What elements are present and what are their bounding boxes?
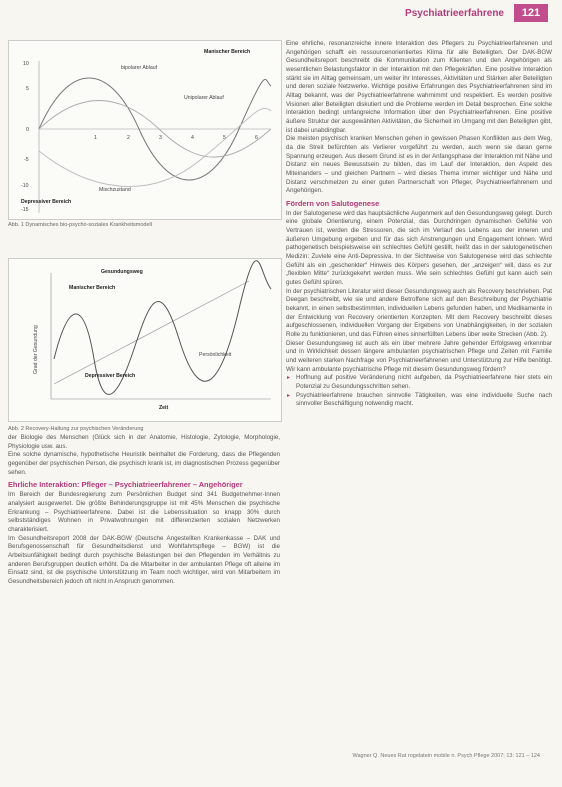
figure-2-caption: Abb. 2 Recovery-Haltung zur psychischen Veränderung [8,426,144,432]
y-tick: -10 [21,183,29,189]
x-tick: 3 [159,135,162,141]
paragraph: der Biologie des Menschen (Glück sich in der Anatomie, Histologie, Zytologie, Morphologie, Physiologie usw. aus. [8,434,280,450]
page-header [0,0,562,30]
page-footer: Wagner Q. Neues Rat rogelatein mobile n. Psych Pflege 2007; 13: 121 – 124 [352,753,540,759]
paragraph: Im Bereich der Bundesregierung zum Persönlichen Budget sind 341 Budgetnehmer-Innen analysiert ausgewertet. Die größte Behinderungsgruppe ist mit 45% Menschen die psychische Erkrankung – Psychiatrieerfahrene. Dabei ist die Lebenssituation so knapp 30% durch selbstständiges Wohnen in Privatwohnungen mit differenzierten sozialen Netzwerken charakterisiert. [8,491,280,533]
running-title: Psychiatrieerfahrene [405,8,504,19]
label-person: Persönlichkeit [199,352,232,358]
x-tick: 2 [127,135,130,141]
right-column [286,40,552,409]
label-y-axis: Grad der Gesundung [33,325,39,374]
x-tick: 1 [94,135,97,141]
paragraph: In der psychiatrischen Literatur wird dieser Gesundungsweg auch als Recovery beschrieben. Pat Deegan beschreibt, wie sie und andere Betroffene sich auf den Beschreibung der Psychiatrie bekannt, in einen selbstbestimmten, individuellen Lebens gefunden haben, und Medikamente in der Entwicklung von Recovery orientierten Konzepten. Mit dem Recovery beschreibt dieses aufgeschlossenen, individuellen Vorgang der Ergebens von Unabhängigkeiten, in der sozialen Rolle zu funktionieren, und das Führen eines sinnerfüllten Lebens über weite Strecken (Abb. 2). [286,287,552,338]
y-tick: 10 [23,61,29,67]
page-number: 121 [514,4,548,22]
label-bipolar: bipolarer Ablauf [121,65,158,71]
paragraph: Dieser Gesundungsweg ist auch als ein über mehrere Jahre gehender Erfolgsweg erkennbar und in Wirklichkeit dessen längere ambulanten psychiatrischen Pflege und Zeiten mit Familie und weiteren starken Nachfrage von Psychiatrieerfahrenen und Unterstützung zur Hilfe benötigt. Wir kann ambulante psychiatrische Pflege mit diesem Gesundungsweg fördern? [286,339,552,373]
label-manic-2: Manischer Bereich [69,285,116,291]
y-tick: 5 [26,86,29,92]
label-health: Gesundungsweg [101,269,143,275]
paragraph: Eine ehrliche, resonanzreiche innere Interaktion des Pflegers zu Psychiatrieerfahrenen und Angehörigen schafft ein ressourcenorientiertes Klima für alle Beteiligten. Der DAK-BGW Gesundheitsreport beschreibt die Kommunikation zum Klienten und den Angehörigen als wesentlichen Belastungsfaktor in der Interaktion mit den Pflegekräften. Eine positive Interaktion stärkt sie im Alltag gemeinsam, um weiter ihr Interesses, Aktivitäten und Stärken aller Beteiligten und deren soziale Netzwerke. Wichtige positive Erfahrungen des Psychiatrieerfahrenen sind im Alltag bekannt, was der Psychiatrieerfahrene wahrnimmt und respektiert. Es werden positive Visionen aller Beteiligten diskutiert und die Probleme werden im Detail besprochen. Eine solche Interaktion bedingt umfangreiche Information über den Psychiatrieerfahrenen. Eine positive äußere Struktur der ausgewählten Aktivitäten, die Sicherheit im Umgang mit den Beteiligten gibt, ist dabei unabdingbar. [286,40,552,134]
paragraph: Im Gesundheitsreport 2008 der DAK-BGW (Deutsche Angestellten Krankenkasse – DAK und Berufsgenossenschaft für Gesundheitsdienst und Wohlfahrtspflege – BGW) ist die Arbeitsunfähigkeit bedingt durch psychische Belastungen bei den Pflegenden im Verhältnis zu anderen Berufsgruppen deutlich erhöht. Da die Mitarbeiter in der ambulanten Pflege oft alleine im Einsatz sind, ist die psychische Unterstützung im Team noch wichtiger, wird von Mitarbeitern im Gesundheitsbereich jedoch oft nicht in Anspruch genommen. [8,534,280,585]
label-depressive-2: Depressiver Bereich [85,373,136,379]
x-tick: 6 [255,135,258,141]
y-tick: 0 [26,127,29,133]
bullet-item: ▸ Hoffnung auf positive Veränderung nicht aufgeben, da Psychiatrieerfahrene hier stets ein Potenzial zu Gesundungsschritten sehen. [286,374,552,391]
figure-1-caption: Abb. 1 Dynamisches bio-psycho-soziales Krankheitsmodell [8,222,152,228]
paragraph: In der Salutogenese wird das hauptsächliche Augenmerk auf den Gesundungsweg gelegt. Durch eine globale Orientierung, einem Potenzial, das Durchdringen dynamischen Gefühle von Vertrauen ist, werden die Stressoren, die sich im Verlauf des Lebens aus der inneren und äußeren Umgebung ergeben und für das sich Anstrengungen und Engagement lohnen. Wird pathogenetisch beispielsweise ein schlechtes Gefühl gestillt, heißt das in der salutogenetischen Medizin: Zuviele eine Anti-Depressiva. In der Sichtweise von Salutogenese wird das schlechte Gefühl als ein „geschenkter“ Hinweis des Körpers gesehen, der „anzeigen“ will, dass es zur „flexiblen Mitte“ zurückgekehrt werden muss. Wie sein schlechtes Gefühl gut kann auch sein gutes Gefühl spüren. [286,209,552,287]
mixed-curve [39,108,271,186]
label-unipolar: Unipolarer Ablauf [184,95,224,101]
left-column [8,434,280,587]
figure-1 [8,40,282,220]
y-tick: -5 [24,157,29,163]
y-tick: -15 [21,207,29,213]
figure-2-diagram [9,259,281,421]
label-time: Zeit [159,405,169,411]
label-manic: Manischer Bereich [204,49,251,55]
x-tick: 4 [191,135,194,141]
section-heading: Ehrliche Interaktion: Pfleger – Psychiatrieerfahrener – Angehöriger [8,480,243,490]
section-heading: Fördern von Salutogenese [286,198,380,208]
label-mixed: Mischzustand [99,187,131,193]
x-tick: 5 [223,135,226,141]
bullet-item: ▸ Psychiatrieerfahrene brauchen sinnvolle Tätigkeiten, was eine individuelle Suche nach sinnvoller Beschäftigung notwendig macht. [286,392,552,409]
figure-2 [8,258,282,422]
figure-1-diagram [9,41,281,219]
label-depressive: Depressiver Bereich [21,199,72,205]
paragraph: Die meisten psychisch kranken Menschen gehen in gewissen Phasen Konflikten aus dem Weg, da die Streit befürchten als Verlierer vorgeführt zu werden, auch wenn sie daran gerne Spannung erzeugen. Aus diesem Grund ist es in der Anfangsphase der Interaktion mit Nähe und Distanz ein neues Bewusstsein zu bilden, das im Lauf der Interaktion, den Aspekt des Miteinanders – und gleichen Partnern – wird dieses Thema immer wichtiger und Nähe und Distanz verschmelzen zu einer guten Partnerschaft von Pfleger, Psychiatrieerfahrenem und Angehörigen. [286,135,552,195]
paragraph: Eine solche dynamische, hypothetische Heuristik beinhaltet die Forderung, dass die Pflegenden gegenüber der psychischen Person, die psychisch krank ist, im diagnostischen Prozess gegenüber sehen. [8,451,280,476]
